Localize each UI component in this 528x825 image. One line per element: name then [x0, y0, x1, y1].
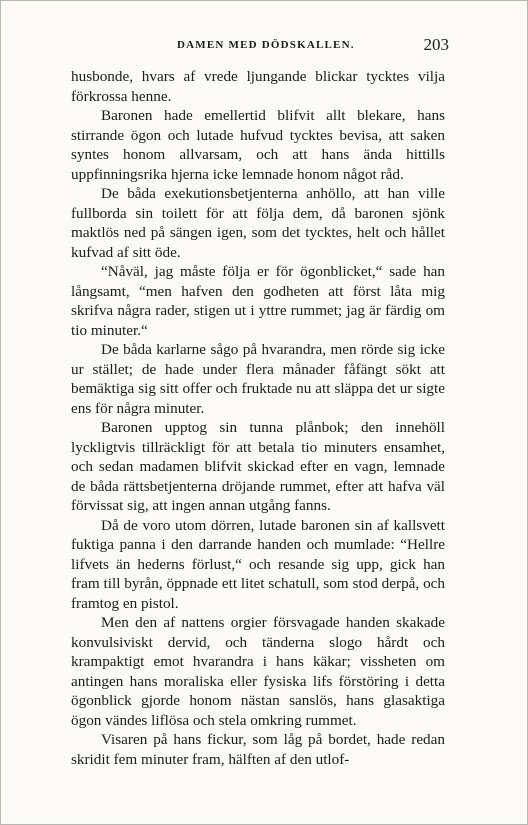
- paragraph: Baronen hade emellertid blifvit allt blekare, hans stirrande ögon och lutade hufvud tycktes bevisa, att saken syntes honom allvarsam, och att hans ända hittills uppfinningsrika hjerna icke lemnade honom något råd.: [71, 107, 445, 183]
- paragraph: “Nåväl, jag måste följa er för ögonblicket,“ sade han långsamt, “men hafven den godheten att först låta mig skrifva några rader, stigen ut i yttre rummet; jag är färdig om tio minuter.“: [71, 263, 445, 339]
- body-text: [71, 67, 445, 769]
- paragraph: Visaren på hans fickur, som låg på bordet, hade redan skridit fem minuter fram, hälften af den utlof-: [71, 731, 445, 768]
- paragraph: Baronen upptog sin tunna plånbok; den innehöll lyckligtvis tillräckligt för att betala tio minuters ensamhet, och sedan madamen blifvit skickad efter en vagn, lemnade de båda rättsbetjenterna dröjande rummet, efter att hafva väl förvissat sig, att ingen annan utgång fanns.: [71, 419, 445, 514]
- paragraph: husbonde, hvars af vrede ljungande blickar tycktes vilja förkrossa henne.: [71, 68, 445, 105]
- paragraph: De båda karlarne sågo på hvarandra, men rörde sig icke ur stället; de hade under flera månader fåfängt sökt att bemäktiga sig sitt offer och fruktade nu att släppa det ur sigte ens för några minuter.: [71, 341, 445, 417]
- paragraph: De båda exekutionsbetjenterna anhöllo, att han ville fullborda sin toilett för att följa dem, då baronen sjönk maktlös ned på sängen igen, som det tycktes, helt och hållet kufvad af sitt öde.: [71, 185, 445, 261]
- paragraph: Då de voro utom dörren, lutade baronen sin af kallsvett fuktiga panna i den darrande handen och mumlade: “Hellre lifvets än hederns förlust,“ och resande sig upp, gick han fram till byrån, öppnade ett litet schatull, som stod derpå, och framtog en pistol.: [71, 516, 445, 612]
- page-header: [71, 36, 449, 54]
- running-head: DAMEN MED DÖDSKALLEN.: [177, 39, 355, 51]
- page-number: 203: [423, 35, 449, 54]
- paragraph: Men den af nattens orgier försvagade handen skakade konvulsiviskt dervid, och tänderna slogo hårdt och krampaktigt emot hvarandra i hans käkar; vissheten om antingen hans moraliska eller fysiska lifs förstöring i detta ögonblick gjorde honom nästan sanslös, hans glasaktiga ögon vändes liflösa och stela omkring rummet.: [71, 614, 445, 729]
